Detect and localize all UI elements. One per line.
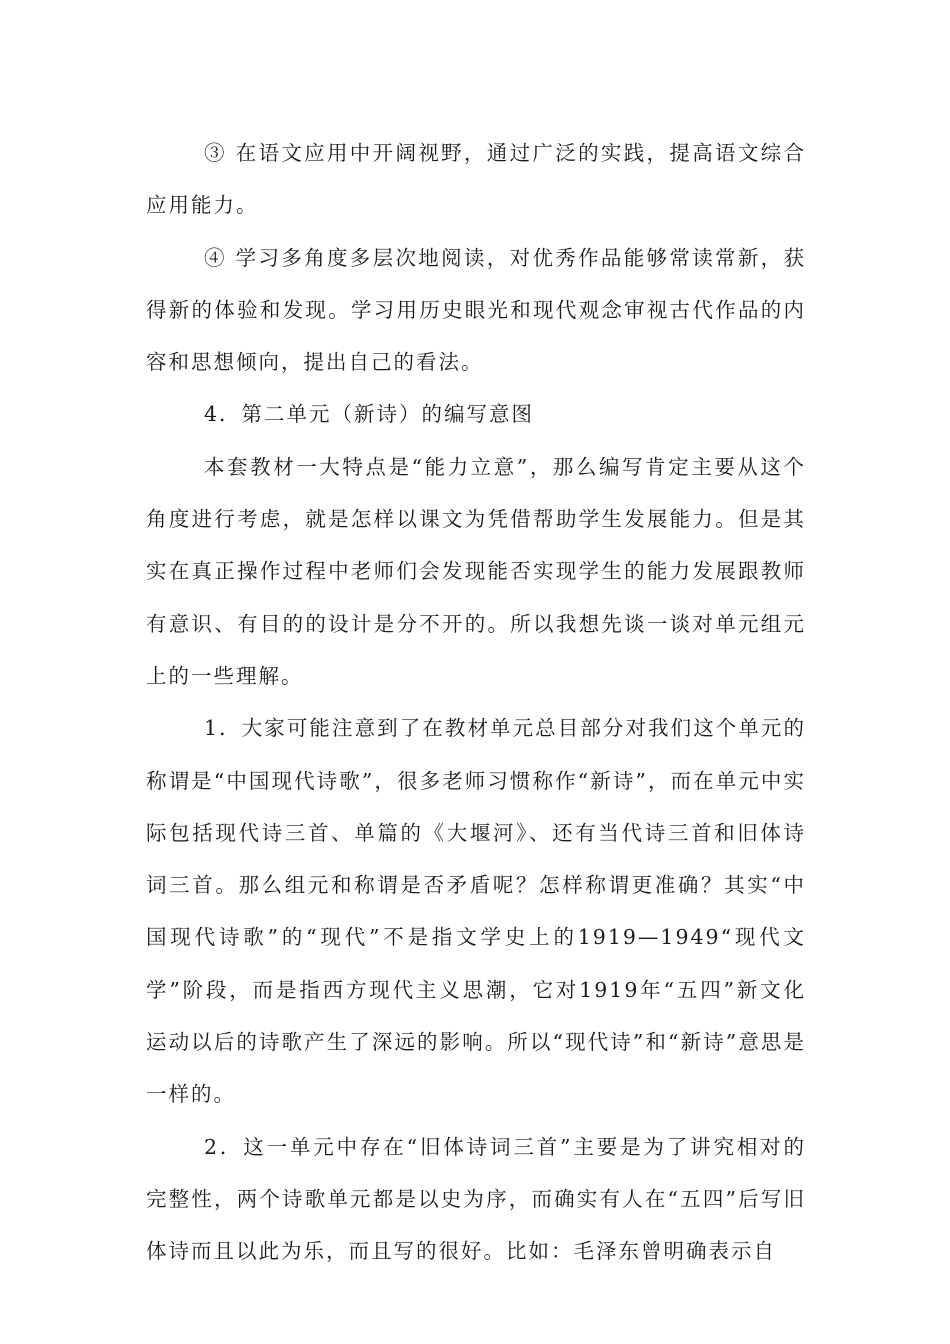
paragraph-point-1: 1．大家可能注意到了在教材单元总目部分对我们这个单元的称谓是“中国现代诗歌”，很多老师习惯称作“新诗”，而在单元中实际包括现代诗三首、单篇的《大堰河》、还有当代诗三首和旧体诗词三首。那么组元和称谓是否矛盾呢？怎样称谓更准确？其实“中国现代诗歌”的“现代”不是指文学史上的1919—1949“现代文学”阶段，而是指西方现代主义思潮，它对1919年“五四”新文化运动以后的诗歌产生了深远的影响。所以“现代诗”和“新诗”意思是一样的。 (146, 716, 806, 1107)
paragraph-point-2: 2．这一单元中存在“旧体诗词三首”主要是为了讲究相对的完整性，两个诗歌单元都是以史为序，而确实有人在“五四”后写旧体诗而且以此为乐，而且写的很好。比如：毛泽东曾明确表示自 (146, 1134, 806, 1264)
paragraph-item-4: ④ 学习多角度多层次地阅读，对优秀作品能够常读常新，获得新的体验和发现。学习用历史眼光和现代观念审视古代作品的内容和思想倾向，提出自己的看法。 (146, 245, 806, 375)
paragraph-intro: 本套教材一大特点是“能力立意”，那么编写肯定主要从这个角度进行考虑，就是怎样以课文为凭借帮助学生发展能力。但是其实在真正操作过程中老师们会发现能否实现学生的能力发展跟教师有意识、有目的的设计是分不开的。所以我想先谈一谈对单元组元上的一些理解。 (146, 454, 806, 688)
document-page (146, 127, 806, 1278)
paragraph-item-3: ③ 在语文应用中开阔视野，通过广泛的实践，提高语文综合应用能力。 (146, 141, 806, 218)
section-heading: 4．第二单元（新诗）的编写意图 (204, 402, 535, 427)
